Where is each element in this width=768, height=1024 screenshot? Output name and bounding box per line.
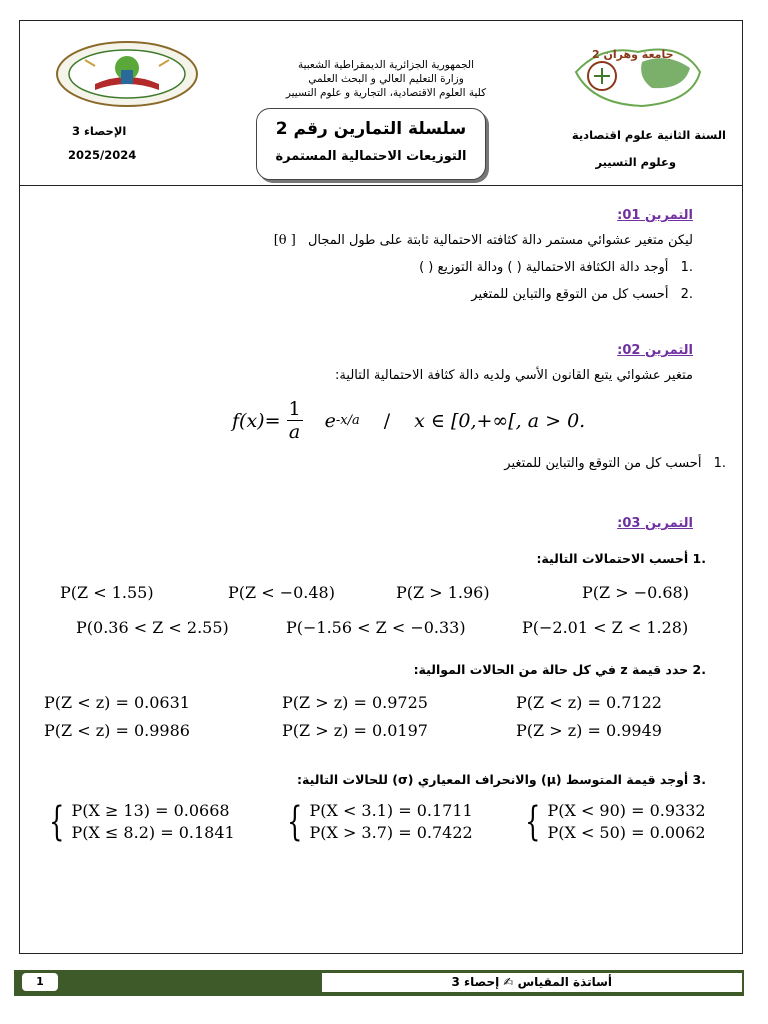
prob-expr: P(0.36 < Z < 2.55) [76, 618, 229, 637]
z-expr: P(Z < z) = 0.9986 [44, 721, 190, 740]
exercise-1-q1: .1 أوجد دالة الكثافة الاحتمالية ( ) ودالة التوزيع ( ) [419, 260, 693, 275]
exercise-3-title: التمرين 03: [617, 516, 693, 531]
header-separator [20, 185, 742, 186]
page-number: 1 [22, 973, 58, 991]
equation-system: { P(X < 90) = 0.9332 P(X < 50) = 0.0062 [525, 799, 706, 845]
exercise-2-q1: .1 أحسب كل من التوقع والتباين للمتغير [504, 456, 726, 471]
university-logo [572, 42, 704, 110]
level-label-2: وعلوم التسيير [595, 155, 676, 169]
fraction: $\frac{1}{a}$ [288, 398, 301, 443]
university-logo-text: جامعة وهران 2 [592, 48, 674, 61]
ministry-line: وزارة التعليم العالي و البحث العلمي [308, 73, 464, 85]
series-subtitle: التوزيعات الاحتمالية المستمرة [275, 149, 467, 164]
equation-system: { P(X < 3.1) = 0.1711 P(X > 3.7) = 0.7422 [287, 799, 473, 845]
brace: { [287, 799, 303, 845]
exercise-2-title: التمرين 02: [617, 343, 693, 358]
brace: { [525, 799, 541, 845]
exercise-1-intro: ليكن متغير عشوائي مستمر دالة كثافته الاحتمالية ثابتة على طول المجال [θ ] [273, 233, 693, 248]
prob-expr: P(Z < −0.48) [228, 583, 335, 602]
z-expr: P(Z < z) = 0.0631 [44, 693, 190, 712]
exercise-1-q2: .2 أحسب كل من التوقع والتباين للمتغير [471, 287, 693, 302]
density-formula: f(x)= $\frac{1}{a}$ e -x/a / x ∈ [0,+∞[, a > 0. [232, 398, 586, 443]
exercise-3-q2: .2 حدد قيمة z في كل حالة من الحالات الموالية: [413, 662, 706, 677]
prob-expr: P(Z < 1.55) [60, 583, 154, 602]
z-expr: P(Z > z) = 0.9725 [282, 693, 428, 712]
title-box [256, 108, 486, 180]
academic-year: 2025/2024 [68, 148, 137, 162]
exercise-2-intro: متغير عشوائي يتبع القانون الأسي ولديه دالة كثافة الاحتمالية التالية: [335, 368, 693, 383]
prob-expr: P(Z > 1.96) [396, 583, 490, 602]
interval: [θ ] [273, 233, 296, 248]
prob-expr: P(−1.56 < Z < −0.33) [286, 618, 466, 637]
exercise-3-q1: .1 أحسب الاحتمالات التالية: [536, 551, 706, 566]
course-label: الإحصاء 3 [72, 124, 127, 138]
prob-expr: P(Z > −0.68) [582, 583, 689, 602]
exercise-1-title: التمرين 01: [617, 208, 693, 223]
z-expr: P(Z < z) = 0.7122 [516, 693, 662, 712]
equation-system: { P(X ≥ 13) = 0.0668 P(X ≤ 8.2) = 0.1841 [49, 799, 235, 845]
faculty-logo [55, 40, 200, 108]
brace: { [49, 799, 65, 845]
z-expr: P(Z > z) = 0.0197 [282, 721, 428, 740]
z-expr: P(Z > z) = 0.9949 [516, 721, 662, 740]
republic-line: الجمهورية الجزائرية الديمقراطية الشعبية [297, 59, 475, 71]
footer-text: أساتذة المقياس ✍ إحصاء 3 [322, 973, 742, 992]
prob-expr: P(−2.01 < Z < 1.28) [522, 618, 689, 637]
level-label-1: السنة الثانية علوم اقتصادية [571, 128, 726, 142]
series-title: سلسلة التمارين رقم 2 [275, 119, 467, 139]
exercise-3-q3: .3 أوجد قيمة المتوسط (μ) والانحراف المعياري (σ) للحالات التالية: [297, 772, 706, 787]
faculty-line: كلية العلوم الاقتصادية، التجارية و علوم التسيير [285, 87, 487, 99]
